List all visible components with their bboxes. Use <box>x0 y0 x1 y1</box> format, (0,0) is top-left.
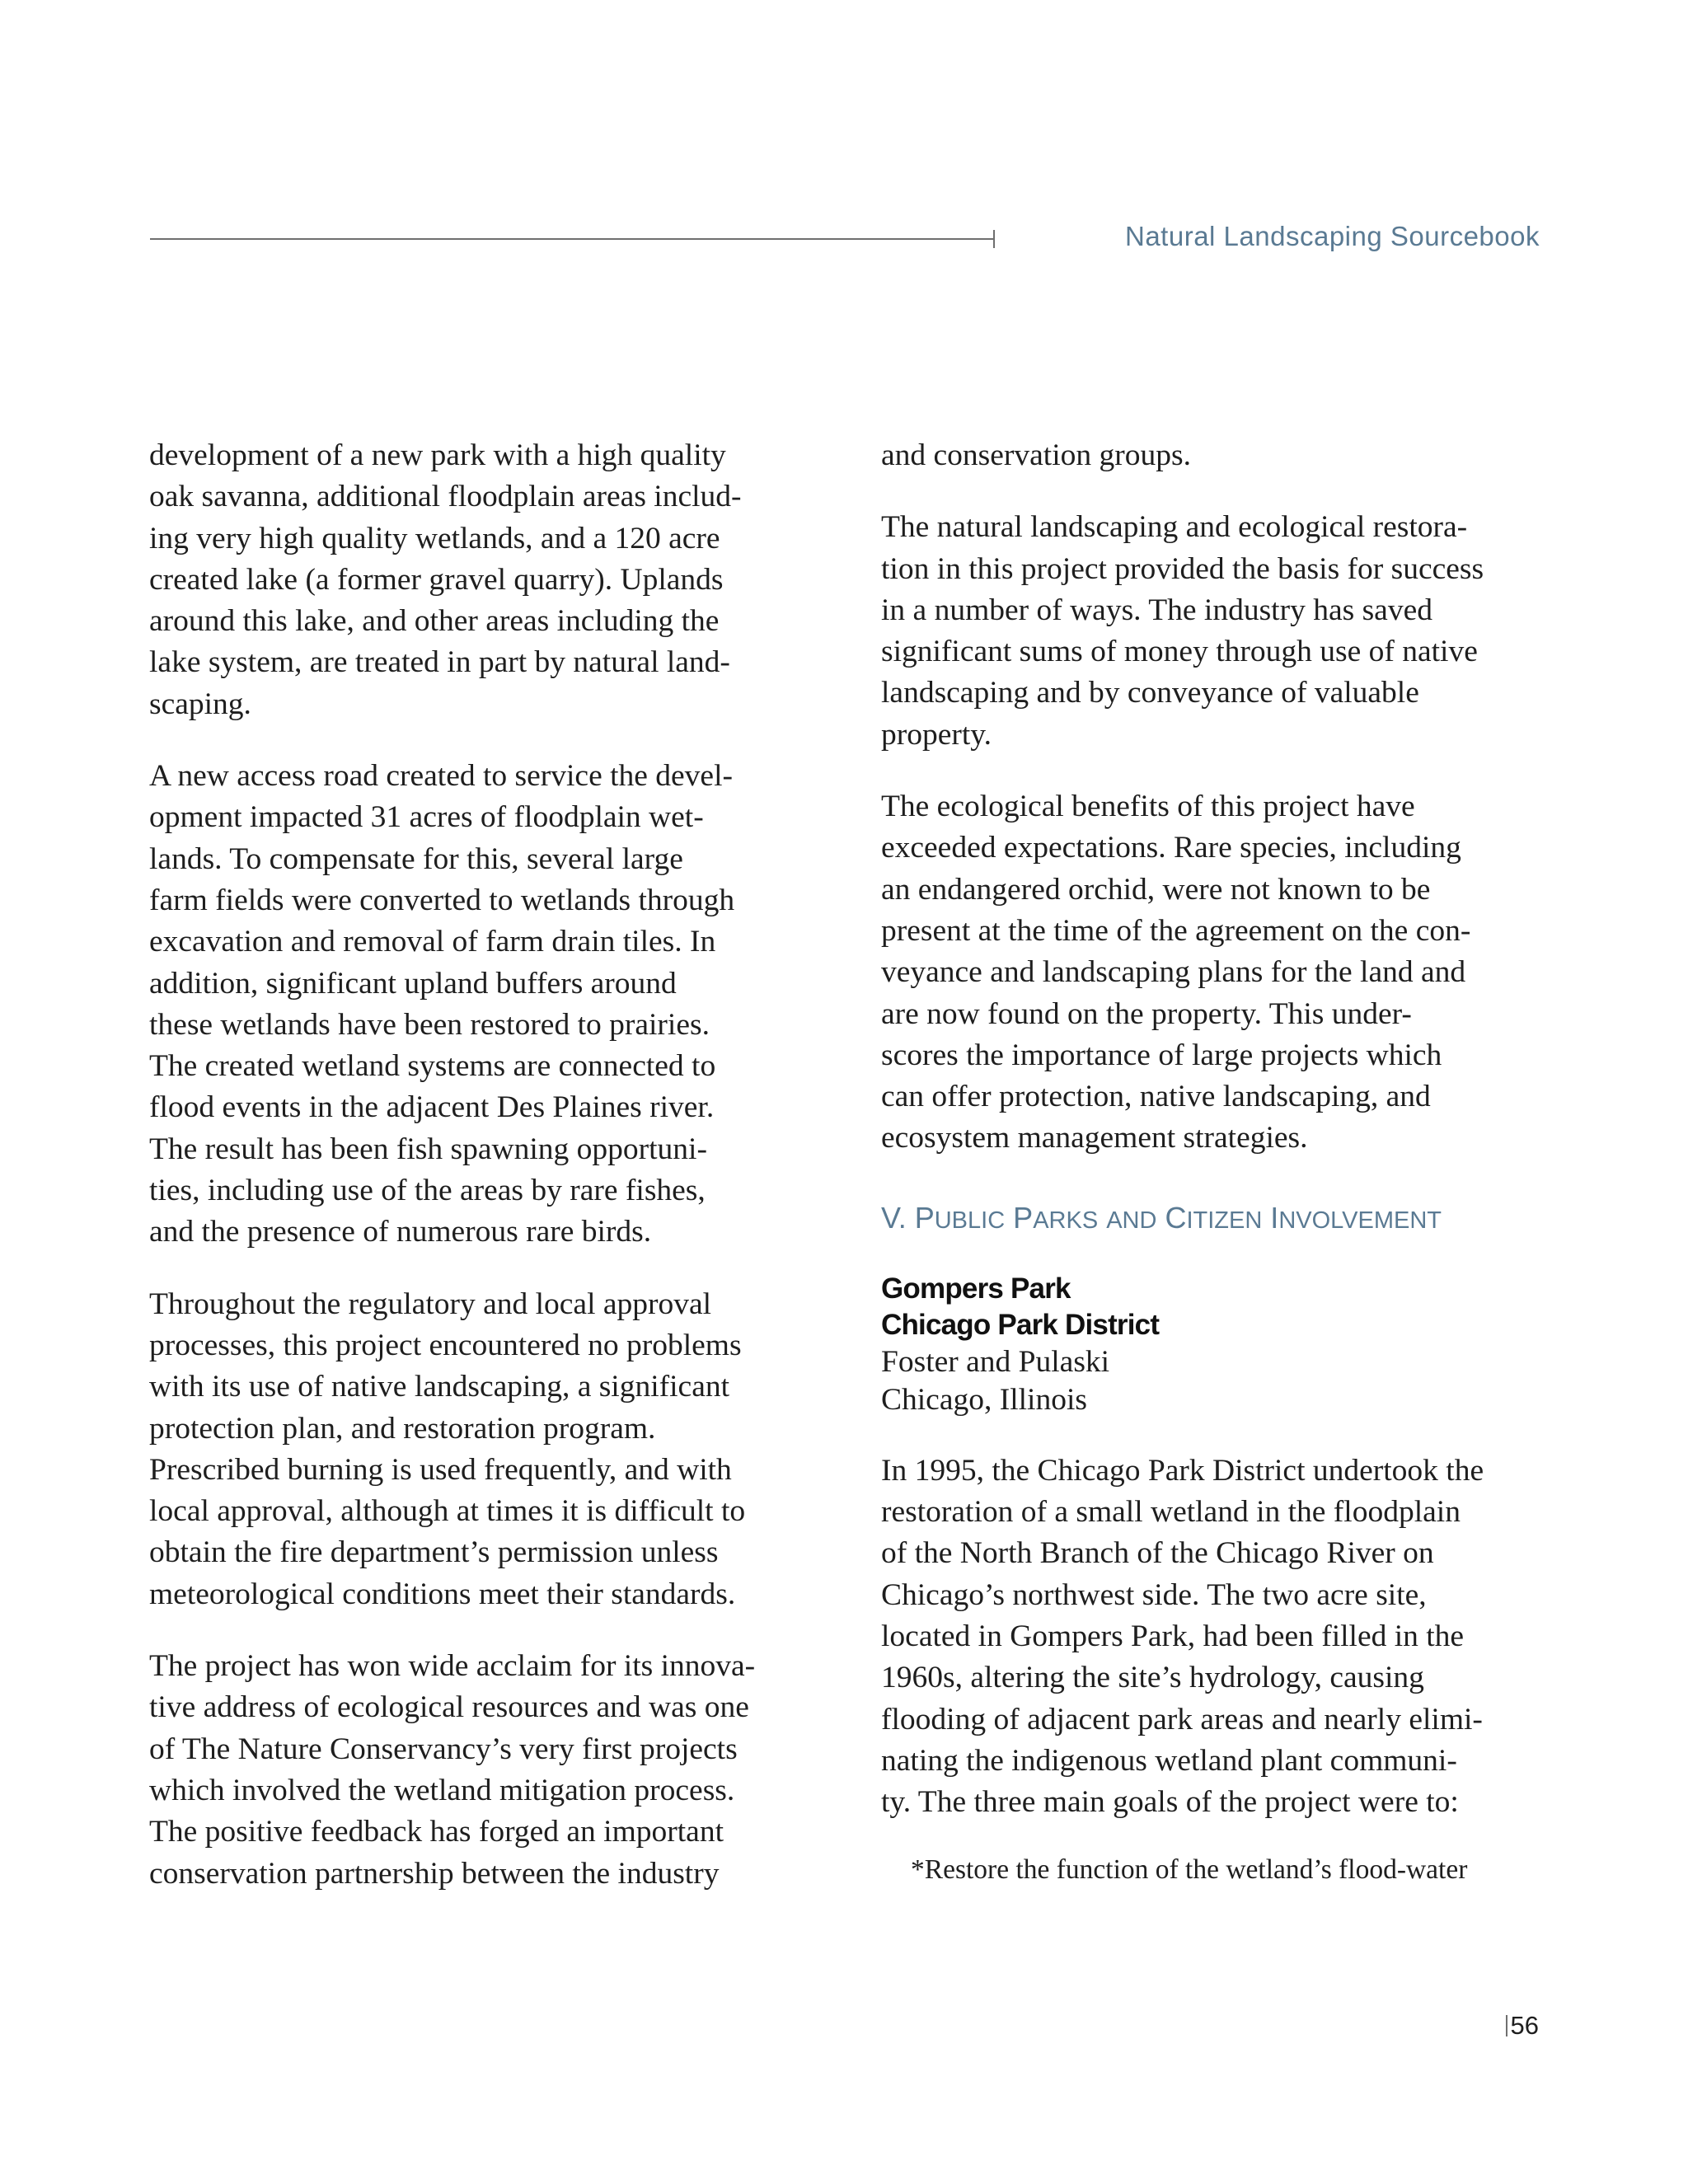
text-line: excavation and removal of farm drain tiles. In <box>149 925 716 959</box>
text-line: ties, including use of the areas by rare fishes, <box>149 1174 706 1208</box>
paragraph <box>881 1451 1549 1824</box>
text-line: addition, significant upland buffers around <box>149 966 677 1001</box>
text-line: 1960s, altering the site’s hydrology, causing <box>881 1661 1424 1695</box>
entry-address-line: Foster and Pulaski <box>881 1344 1110 1379</box>
page-number-divider <box>1506 2015 1507 2036</box>
text-line: ing very high quality wetlands, and a 120 acre <box>149 521 720 555</box>
text-line: nating the indigenous wetland plant communi- <box>881 1743 1457 1778</box>
heading-initial: I <box>1270 1200 1279 1235</box>
text-line: present at the time of the agreement on the con- <box>881 913 1471 948</box>
text-line: ty. The three main goals of the project were to: <box>881 1785 1459 1820</box>
text-line: landscaping and by conveyance of valuable <box>881 676 1419 710</box>
heading-smallcaps: NVOLVEMENT <box>1278 1207 1442 1234</box>
paragraph <box>149 756 817 1254</box>
text-line: flooding of adjacent park areas and nearly elimi- <box>881 1702 1483 1736</box>
text-line: of The Nature Conservancy’s very first projects <box>149 1732 738 1766</box>
paragraph <box>881 435 1549 476</box>
text-line: The ecological benefits of this project have <box>881 790 1415 824</box>
text-line: opment impacted 31 acres of floodplain wet- <box>149 800 704 835</box>
text-line: Throughout the regulatory and local approval <box>149 1286 712 1321</box>
text-line: lands. To compensate for this, several large <box>149 841 683 876</box>
section-heading <box>881 1197 1549 1241</box>
text-line: ecosystem management strategies. <box>881 1121 1308 1155</box>
paragraph <box>149 1646 817 1895</box>
text-line: processes, this project encountered no problems <box>149 1328 742 1362</box>
heading-initial: C <box>1165 1200 1187 1235</box>
entry-address-line: Chicago, Illinois <box>881 1382 1087 1417</box>
paragraph <box>149 435 817 725</box>
paragraph <box>881 507 1549 756</box>
text-line: meteorological conditions meet their standards. <box>149 1577 736 1611</box>
text-line: with its use of native landscaping, a significant <box>149 1370 730 1404</box>
text-line: are now found on the property. This under- <box>881 996 1412 1031</box>
text-line: oak savanna, additional floodplain areas includ- <box>149 480 742 514</box>
text-line: significant sums of money through use of native <box>881 635 1478 669</box>
text-line: tion in this project provided the basis for success <box>881 551 1484 586</box>
text-line: Prescribed burning is used frequently, and with <box>149 1452 732 1487</box>
text-line: of the North Branch of the Chicago River on <box>881 1536 1434 1571</box>
heading-initial: P <box>1013 1200 1034 1235</box>
text-line: located in Gompers Park, had been filled in the <box>881 1619 1465 1653</box>
text-line: local approval, although at times it is difficult to <box>149 1494 746 1529</box>
text-line: A new access road created to service the devel- <box>149 759 733 794</box>
heading-smallcaps: ARKS <box>1033 1207 1099 1234</box>
entry-title: Gompers Park <box>881 1272 1071 1305</box>
entry-organization: Chicago Park District <box>881 1308 1160 1341</box>
text-line: development of a new park with a high quality <box>149 438 726 472</box>
text-line: and conservation groups. <box>881 438 1191 472</box>
heading-initial: P <box>914 1200 935 1235</box>
page-number-value: 56 <box>1510 2011 1539 2040</box>
text-line: veyance and landscaping plans for the land and <box>881 955 1466 990</box>
text-line: created lake (a former gravel quarry). Uplands <box>149 562 724 597</box>
text-line: The project has won wide acclaim for its innova- <box>149 1649 756 1684</box>
text-line: The result has been fish spawning opportuni- <box>149 1132 707 1166</box>
text-line: Chicago’s northwest side. The two acre site, <box>881 1577 1427 1612</box>
text-line: in a number of ways. The industry has saved <box>881 593 1432 627</box>
heading-smallcaps: ITIZEN <box>1186 1207 1263 1234</box>
text-line: exceeded expectations. Rare species, including <box>881 831 1461 865</box>
text-line: The positive feedback has forged an important <box>149 1815 724 1849</box>
text-line: an endangered orchid, were not known to be <box>881 872 1431 907</box>
text-line: The natural landscaping and ecological restora- <box>881 510 1468 545</box>
text-line: restoration of a small wetland in the floodplain <box>881 1495 1461 1530</box>
text-line: property. <box>881 717 992 752</box>
text-line: scaping. <box>149 687 251 721</box>
text-line: protection plan, and restoration program. <box>149 1411 656 1446</box>
text-line: tive address of ecological resources and was one <box>149 1690 749 1725</box>
header-rule-end-tick <box>993 230 995 248</box>
text-line: farm fields were converted to wetlands through <box>149 883 735 917</box>
text-line: In 1995, the Chicago Park District undertook the <box>881 1453 1484 1488</box>
text-line: scores the importance of large projects which <box>881 1038 1442 1072</box>
running-head-title: Natural Landscaping Sourcebook <box>1125 221 1540 251</box>
section-numeral: V. <box>881 1200 915 1235</box>
text-line: these wetlands have been restored to prairies. <box>149 1007 710 1042</box>
text-line: around this lake, and other areas including the <box>149 604 720 639</box>
text-line: can offer protection, native landscaping, and <box>881 1080 1431 1114</box>
text-line: obtain the fire department’s permission unless <box>149 1535 719 1570</box>
heading-smallcaps: UBLIC <box>934 1207 1006 1234</box>
header-rule <box>150 238 995 240</box>
left-column <box>149 435 817 1925</box>
paragraph <box>881 786 1549 1160</box>
text-line: The created wetland systems are connected to <box>149 1049 716 1084</box>
goal-item: *Restore the function of the wetland’s flood-water <box>911 1854 1468 1886</box>
text-line: which involved the wetland mitigation process. <box>149 1773 735 1807</box>
paragraph <box>149 1284 817 1615</box>
text-line: conservation partnership between the industry <box>149 1856 720 1891</box>
right-column <box>881 435 1549 1890</box>
page-number <box>1506 2011 1539 2041</box>
text-line: lake system, are treated in part by natural land- <box>149 645 730 680</box>
heading-smallcaps: AND <box>1106 1207 1157 1234</box>
text-line: flood events in the adjacent Des Plaines river. <box>149 1090 715 1125</box>
text-line: and the presence of numerous rare birds. <box>149 1215 652 1249</box>
